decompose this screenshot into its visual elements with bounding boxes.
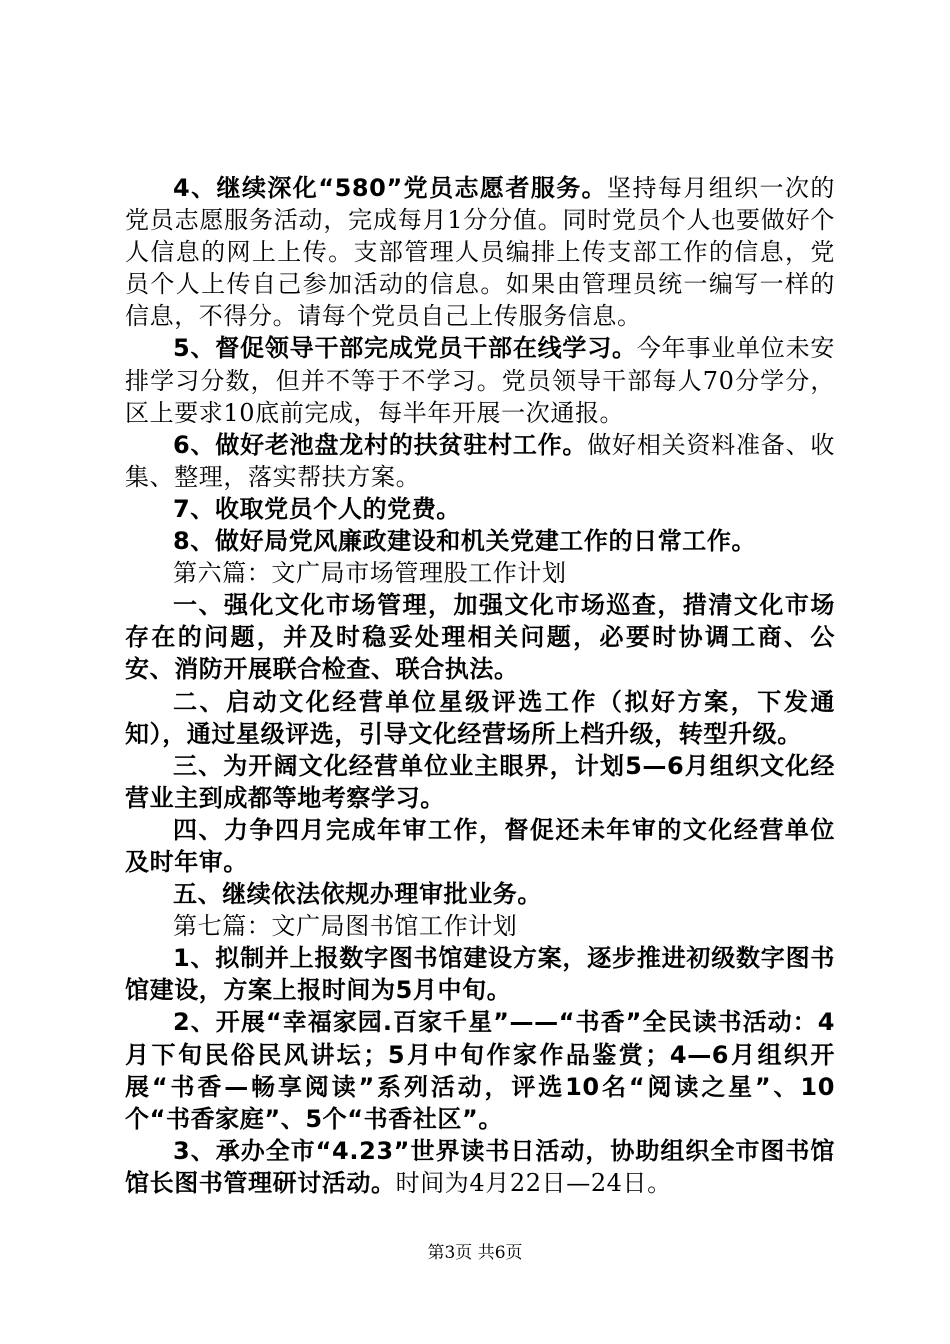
paragraph-4-lead: 4、继续深化“580”党员志愿者服务。 (173, 174, 608, 202)
section-heading-7: 第七篇：文广局图书馆工作计划 (173, 912, 518, 941)
section6-item-1: 一、强化文化市场管理，加强文化市场巡查，措清文化市场存在的问题，并及时稳妥处理相关问题，必要时协调工商、公安、消防开展联合检查、联合执法。 (125, 591, 835, 684)
paragraph-8 (125, 525, 835, 557)
paragraph-8-lead: 8、做好局党风廉政建设和机关党建工作的日常工作。 (173, 527, 757, 556)
section6-item-5: 五、继续依法依规办理审批业务。 (173, 880, 542, 909)
section7-item-3-lead: 3、承办全市“4.23”世界读书日活动，协助组织全市图书馆馆长图书管理研讨活动。 (125, 1136, 835, 1197)
section6-item-3: 三、为开阔文化经营单位业主眼界，计划5—6月组织文化经营业主到成都等地考察学习。 (125, 751, 835, 812)
section6-item-2: 二、启动文化经营单位星级评选工作（拟好方案，下发通知），通过星级评选，引导文化经营场所上档升级，转型升级。 (125, 687, 835, 748)
paragraph-5-lead: 5、督促领导干部完成党员干部在线学习。 (173, 334, 637, 363)
section7-item-1 (125, 942, 835, 1006)
paragraph-5-rest: 今年事业单位未安排学习分数，但并不等于不学习。党员领导干部每人70分学分，区上要求10底前完成，每半年开展一次通报。 (125, 334, 835, 427)
section7-item-3-rest: 时间为4月22日—24日。 (395, 1168, 672, 1197)
paragraph-5 (125, 332, 835, 428)
section7-item-2-lead: 2、开展“幸福家园.百家千星”——“书香”全民读书活动：4月下旬民俗民风讲坛；5月中旬作家作品鉴赏；4—6月组织开展“书香—畅享阅读”系列活动，评选10名“阅读之星”、10个“书香家庭”、5个“书香社区”。 (125, 1008, 835, 1133)
document-body (125, 172, 835, 1199)
paragraph-6 (125, 429, 835, 493)
section7-item-1-lead: 1、拟制并上报数字图书馆建设方案，逐步推进初级数字图书馆建设，方案上报时间为5月中旬。 (125, 944, 835, 1005)
paragraph-6-rest: 做好相关资料准备、收集、整理，落实帮扶方案。 (125, 430, 835, 491)
paragraph-7 (125, 493, 835, 525)
page-footer: 第3页 共6页 (427, 1243, 523, 1263)
paragraph-6-lead: 6、做好老池盘龙村的扶贫驻村工作。 (173, 430, 588, 459)
paragraph-4-rest: 坚持每月组织一次的党员志愿服务活动，完成每月1分分值。同时党员个人也要做好个人信息的网上上传。支部管理人员编排上传支部工作的信息，党员个人上传自己参加活动的信息。如果由管理员统一编写一样的信息，不得分。请每个党员自己上传服务信息。 (125, 174, 836, 331)
paragraph-4 (125, 172, 835, 332)
paragraph-7-lead: 7、收取党员个人的党费。 (173, 494, 461, 523)
section6-item-4: 四、力争四月完成年审工作，督促还未年审的文化经营单位及时年审。 (125, 815, 835, 876)
section-heading-6: 第六篇：文广局市场管理股工作计划 (173, 559, 567, 588)
section7-item-3 (125, 1135, 835, 1199)
section7-item-2 (125, 1006, 835, 1134)
